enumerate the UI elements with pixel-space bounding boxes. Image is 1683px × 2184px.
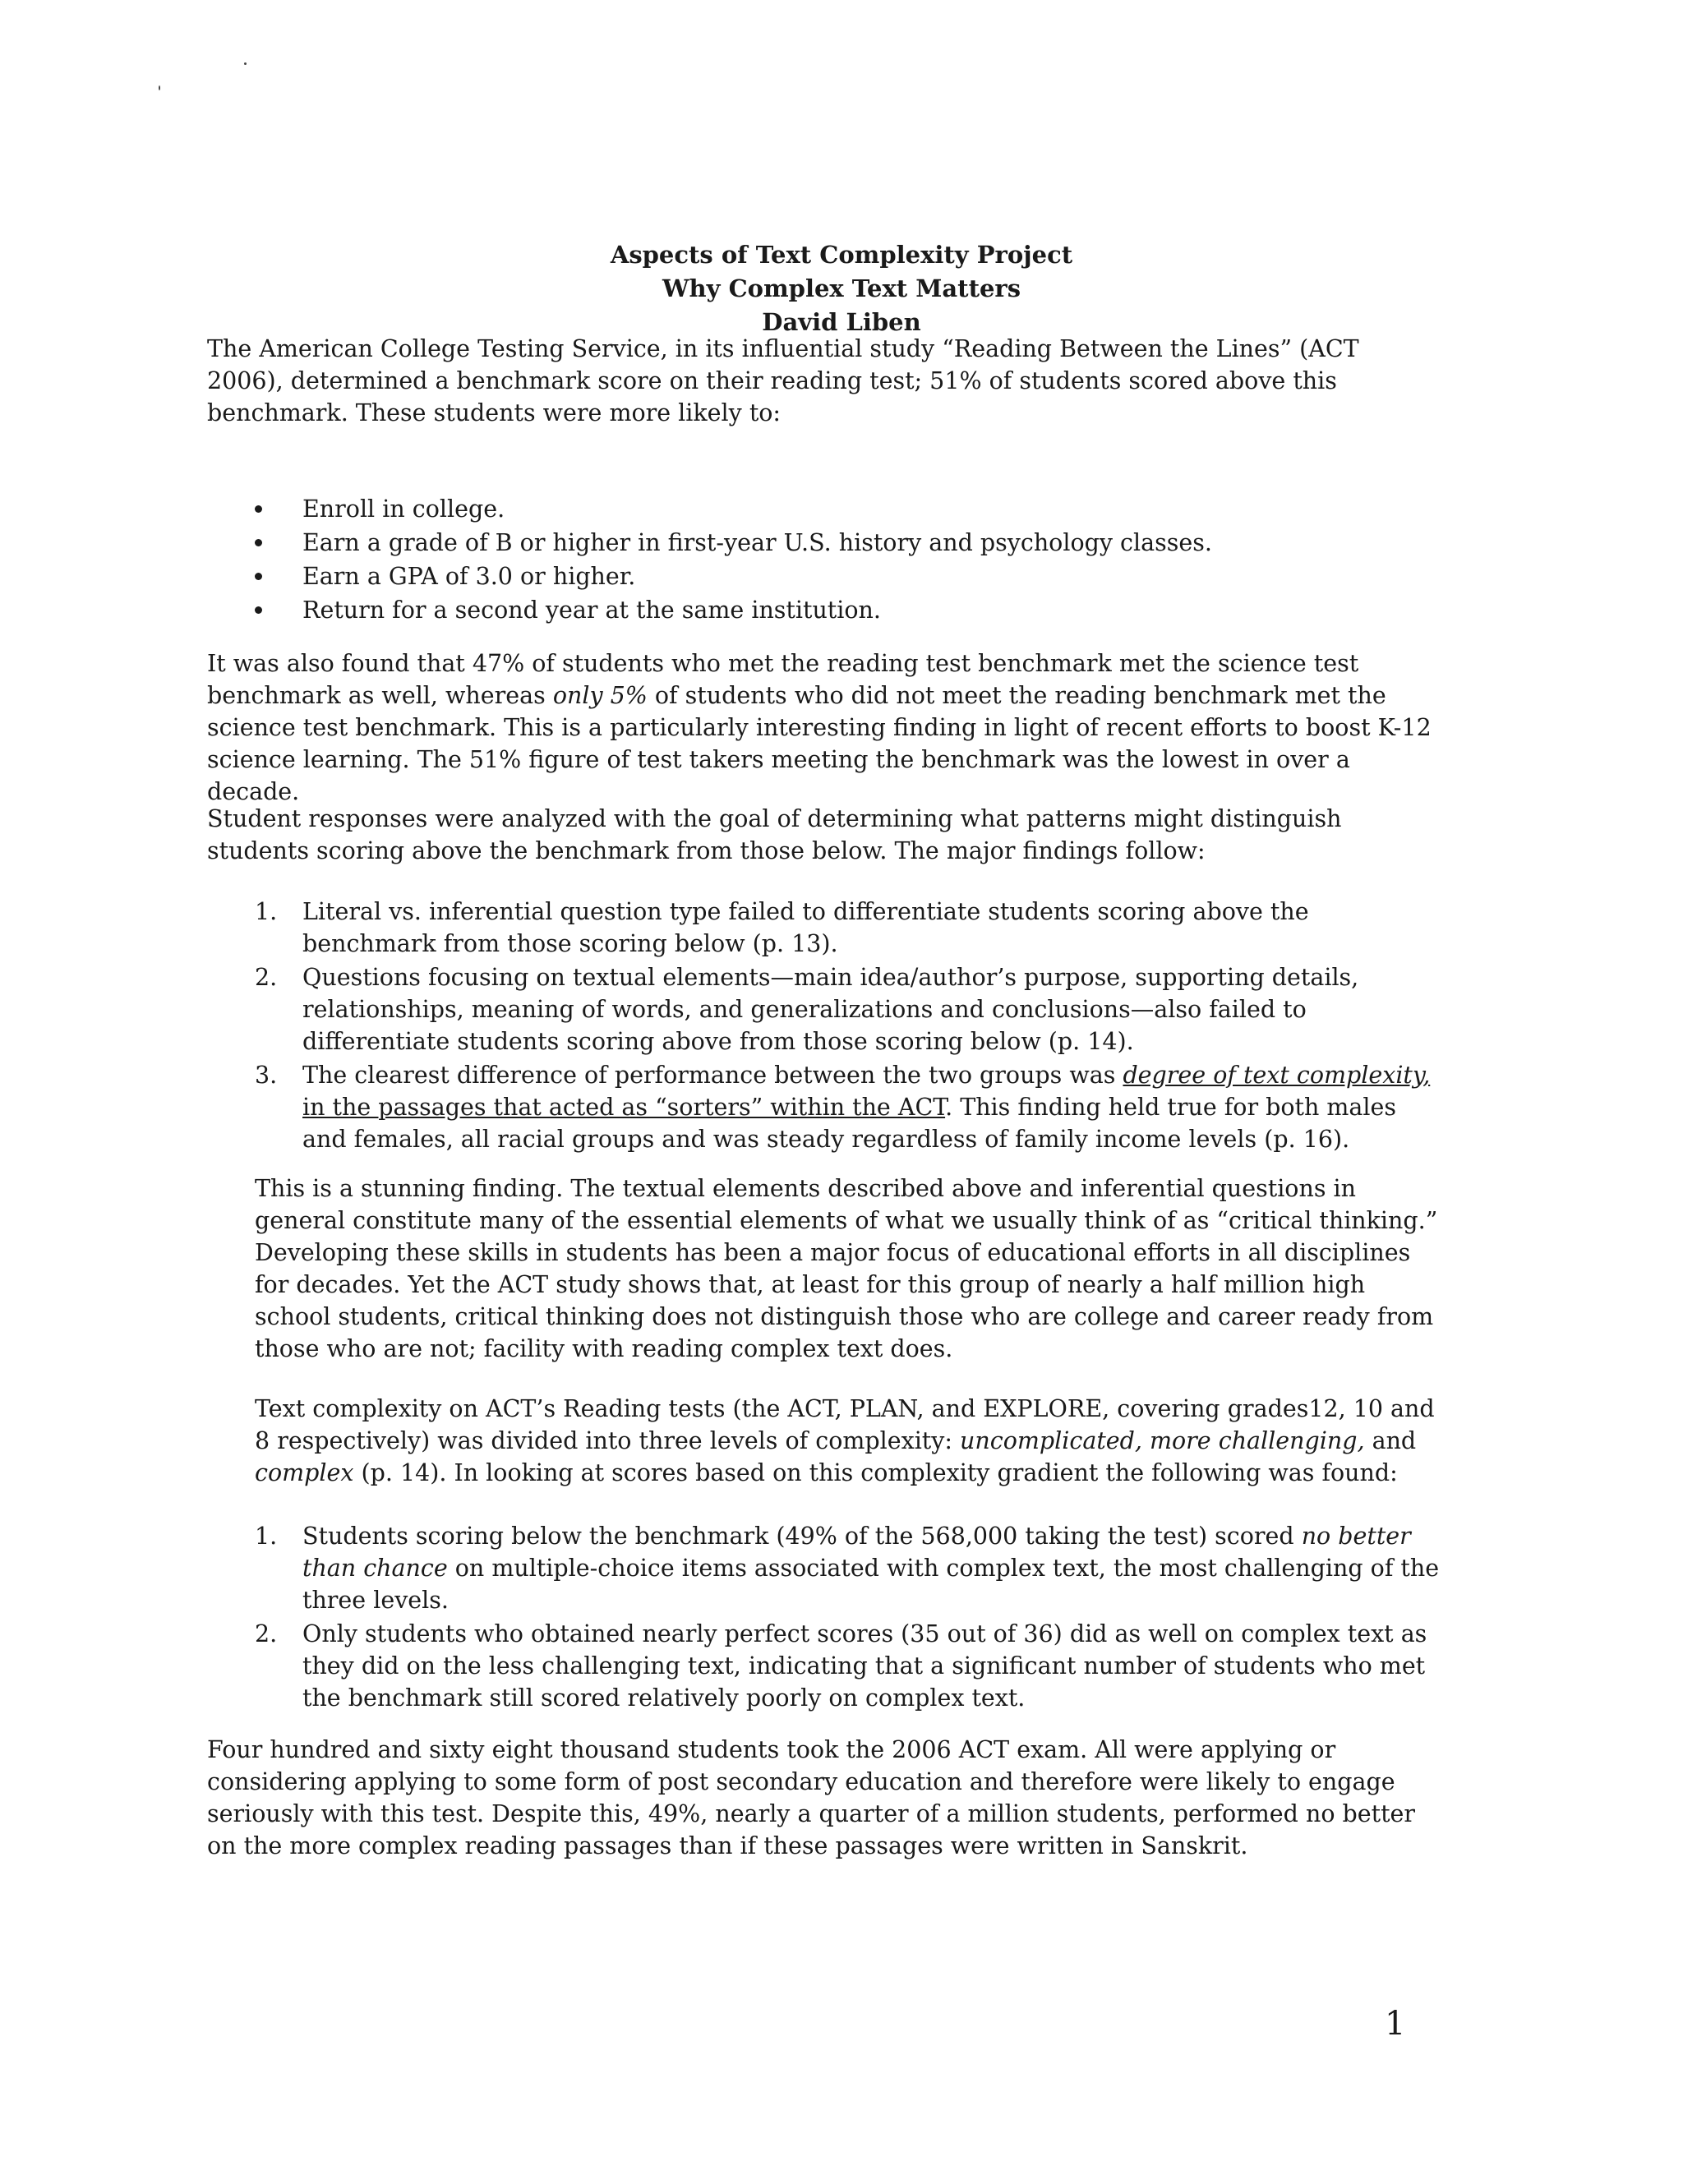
document-title: Aspects of Text Complexity Project [610,241,1073,269]
bullet-marker [255,493,288,525]
finding-text: Only students who obtained nearly perfect scores (35 out of 36) did as well on complex text as they did on the less challenging text, indicating that a significant number of students who met the benchmark still scored relatively poorly on complex text. [302,1620,1427,1712]
bullet-text: Earn a grade of B or higher in first-year U.S. history and psychology classes. [302,529,1212,556]
analysis-paragraph [207,803,1440,867]
finding-number: 3. [255,1062,278,1089]
paragraph-text: Student responses were analyzed with the goal of determining what patterns might distinguish students scoring above the benchmark from those below. The major findings follow: [207,805,1342,864]
text-run: It was also found that 47% of students who met the reading test benchmark met the science test benchmark as well, whereas [207,650,1359,709]
text-run: of students who did not meet the reading benchmark met the science test benchmark. This is a particularly interesting finding in light of recent efforts to boost K-12 science learning. The 51% figure of test takers meeting the benchmark was the lowest in over a decade. [207,682,1432,805]
text-run: and [1364,1427,1417,1454]
science-benchmark-paragraph [207,647,1440,808]
bullet-item [255,493,1446,525]
paragraph-text: This is a stunning finding. The textual elements described above and inferential questions in general constitute many of the essential elements of what we usually think of as “critical thinking.” Developing these skills in students has been a major focus of educational efforts in all disciplines for decades. Yet the ACT study shows that, at least for this group of nearly a half million high school students, critical thinking does not distinguish those who are college and career ready from those who are not; facility with reading complex text does. [255,1175,1438,1362]
bullet-text: Earn a GPA of 3.0 or higher. [302,563,636,590]
paragraph-text [207,647,1440,808]
page-number: 1 [1385,2005,1406,2043]
bullet-text: Return for a second year at the same institution. [302,597,881,624]
title-block [0,238,1683,339]
bullet-text: Enroll in college. [302,495,505,523]
document-author: David Liben [762,308,921,336]
finding-item [255,896,1446,960]
complexity-findings-list [255,1520,1446,1716]
document-subtitle: Why Complex Text Matters [662,274,1021,302]
intro-text: The American College Testing Service, in its influential study “Reading Between the Lines” (ACT 2006), determined a benchmark score on their reading test; 51% of students scored above this benchmark. These students were more likely to: [207,335,1359,426]
text-run: Students scoring below the benchmark (49% of the 568,000 taking the test) scored [302,1523,1302,1550]
text-run: . This finding held true for both males and females, all racial groups and was steady regardless of family income levels (p. 16). [302,1094,1397,1153]
finding-text: Questions focusing on textual elements—main idea/author’s purpose, supporting details, relationships, meaning of words, and generalizations and conclusions—also failed to differentiate students scoring above from those scoring below (p. 14). [302,964,1359,1055]
finding-number: 2. [255,964,278,991]
scan-speck [159,85,160,90]
bullet-marker [255,527,288,559]
emphasis-text: no better than chance [302,1523,1411,1582]
outcomes-bullet-list [255,493,1446,628]
bullet-item [255,527,1446,559]
finding-item [255,1520,1446,1616]
findings-list [255,896,1446,1157]
complexity-levels-paragraph [255,1393,1446,1489]
scan-speck [244,62,247,65]
stunning-finding-paragraph [255,1173,1446,1365]
bullet-item [255,560,1446,592]
intro-paragraph [207,333,1440,429]
underlined-text: in the passages that acted as “sorters” within the ACT [302,1094,946,1121]
emphasis-text: uncomplicated, more challenging, [960,1427,1365,1454]
finding-number: 2. [255,1620,278,1647]
emphasis-text: only 5% [552,682,648,709]
bullet-marker [255,560,288,592]
bullet-item [255,594,1446,626]
bullet-marker [255,594,288,626]
emphasis-text: complex [255,1459,354,1486]
finding-item [255,961,1446,1057]
text-run: The clearest difference of performance between the two groups was [302,1062,1123,1089]
text-run: (p. 14). In looking at scores based on this complexity gradient the following was found: [353,1459,1398,1486]
finding-item [255,1059,1446,1155]
finding-text: Literal vs. inferential question type failed to differentiate students scoring above the benchmark from those scoring below (p. 13). [302,898,1309,957]
finding-item [255,1618,1446,1714]
text-run: on multiple-choice items associated with complex text, the most challenging of the three levels. [302,1555,1440,1614]
underlined-emphasis: degree of text complexity, [1123,1062,1431,1089]
text-run: Text complexity on ACT’s Reading tests (the ACT, PLAN, and EXPLORE, covering grades12, 10 and 8 respectively) was divided into three levels of complexity: [255,1395,1435,1454]
finding-number: 1. [255,898,278,925]
paragraph-text [255,1393,1446,1489]
paragraph-text: Four hundred and sixty eight thousand students took the 2006 ACT exam. All were applying or considering applying to some form of post secondary education and therefore were likely to engage seriously with this test. Despite this, 49%, nearly a quarter of a million students, performed no better on the more complex reading passages than if these passages were written in Sanskrit. [207,1736,1416,1859]
finding-number: 1. [255,1523,278,1550]
closing-paragraph [207,1734,1440,1862]
